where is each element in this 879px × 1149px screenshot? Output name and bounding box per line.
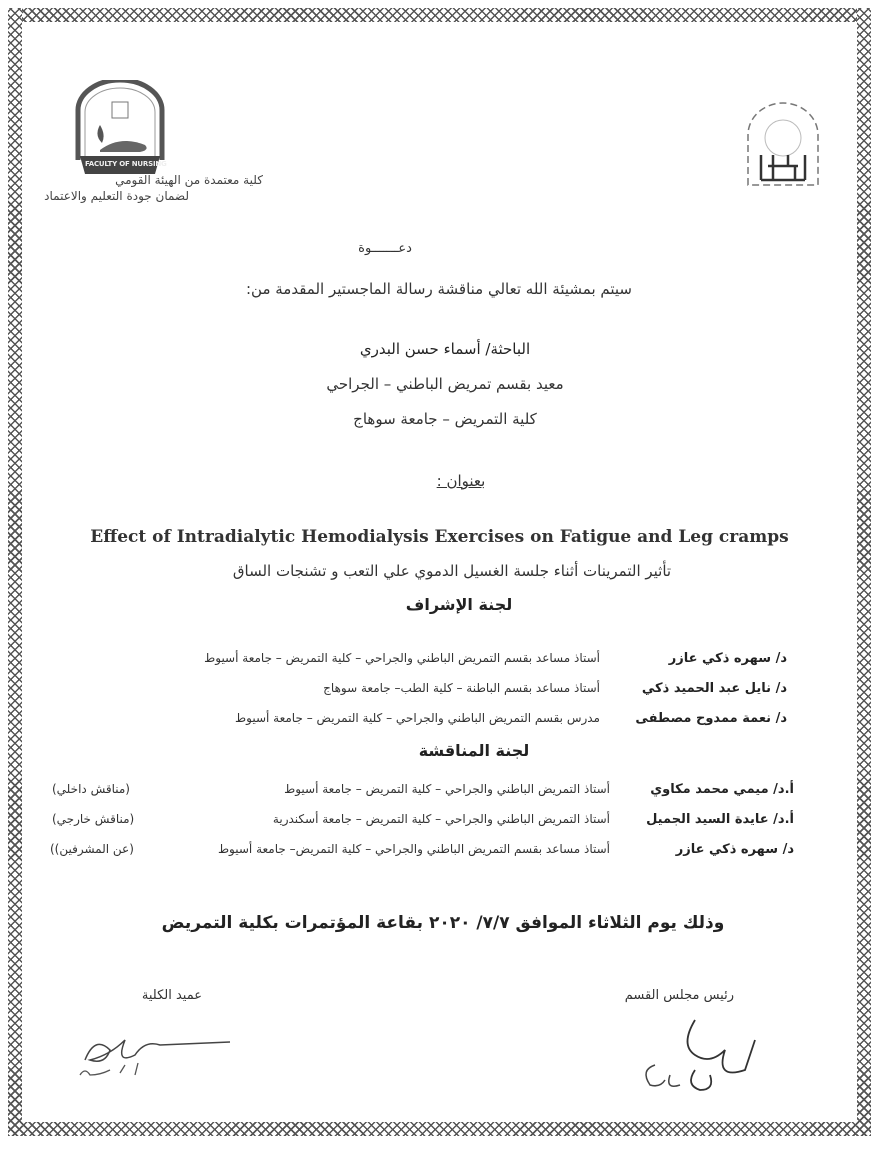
department-head-label: رئيس مجلس القسم	[624, 988, 734, 1003]
supervisor-description: أستاذ مساعد بقسم الباطنة – كلية الطب– جامعة سوهاج	[323, 681, 600, 695]
dean-signature	[65, 1020, 245, 1090]
supervisor-name: د/ نايل عبد الحميد ذكي	[641, 681, 787, 696]
department-head-signature	[625, 1010, 765, 1100]
thesis-title-english: Effect of Intradialytic Hemodialysis Exercises on Fatigue and Leg cramps	[90, 527, 789, 547]
examiner-description: أستاذ التمريض الباطني والجراحي – كلية التمريض – جامعة أسكندرية	[272, 812, 610, 826]
thesis-title-arabic: تأثير التمرينات أثناء جلسة الغسيل الدموي علي التعب و تشنجات الساق	[232, 562, 672, 580]
supervisor-name: د/ نعمة ممدوح مصطفى	[635, 711, 787, 726]
supervisor-name: د/ سهره ذكي عازر	[668, 651, 787, 666]
decorative-border-left	[8, 8, 22, 1136]
dean-label: عميد الكلية	[141, 988, 202, 1003]
invitation-title: دعـــــــوة	[358, 241, 412, 256]
researcher-position: معيد بقسم تمريض الباطني – الجراحي	[326, 375, 564, 393]
examiner-role: (مناقش خارجي)	[52, 812, 135, 826]
discussion-heading: لجنة المناقشة	[418, 741, 530, 760]
invitation-intro: سيتم بمشيئة الله تعالي مناقشة رسالة الماجستير المقدمة من:	[245, 280, 633, 298]
examiner-role: (مناقش داخلي)	[52, 782, 130, 796]
accreditation-caption-line-1: كلية معتمدة من الهيئة القومي	[115, 173, 263, 187]
examiner-name: أ.د/ عايدة السيد الجميل	[646, 812, 794, 827]
examiner-description: أستاذ التمريض الباطني والجراحي – كلية التمريض – جامعة أسيوط	[284, 782, 610, 796]
examiner-role: (عن المشرفين))	[50, 842, 134, 856]
faculty-logo-text: FACULTY OF NURSING	[85, 160, 167, 168]
title-label: بعنوان :	[436, 472, 486, 490]
decorative-border-right	[857, 8, 871, 1136]
decorative-border-bottom	[8, 1122, 871, 1136]
supervision-heading: لجنة الإشراف	[405, 595, 513, 614]
examiner-name: أ.د/ ميمي محمد مكاوي	[650, 782, 794, 797]
defense-date-line: وذلك يوم الثلاثاء الموافق ٧/٧/ ٢٠٢٠ بقاعة المؤتمرات بكلية التمريض	[161, 913, 725, 933]
supervisor-description: أستاذ مساعد بقسم التمريض الباطني والجراحي – كلية التمريض – جامعة أسيوط	[204, 651, 600, 665]
accreditation-caption-line-2: لضمان جودة التعليم والاعتماد	[44, 189, 189, 203]
examiner-name: د/ سهره ذكي عازر	[675, 842, 794, 857]
assiut-university-logo	[743, 100, 823, 188]
researcher-name: الباحثة/ أسماء حسن البدري	[359, 340, 531, 358]
supervisor-description: مدرس بقسم التمريض الباطني والجراحي – كلية التمريض – جامعة أسيوط	[235, 711, 600, 725]
decorative-border-top	[8, 8, 871, 22]
examiner-description: أستاذ مساعد بقسم التمريض الباطني والجراحي – كلية التمريض– جامعة أسيوط	[217, 842, 610, 856]
researcher-affiliation: كلية التمريض – جامعة سوهاج	[353, 410, 537, 428]
